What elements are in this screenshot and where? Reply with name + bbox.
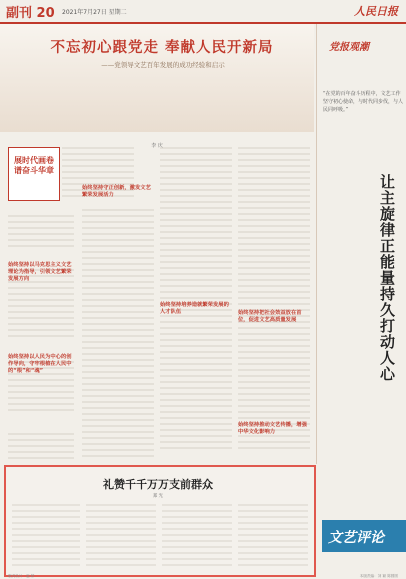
footer-right: 本版责编：刘 颖 陈圆圆 [359, 574, 398, 578]
column-logo-box [322, 520, 406, 552]
masthead [0, 0, 406, 24]
page-footer [0, 574, 406, 579]
section-heading-6: 始终坚持推动文艺传播，增强中华文化影响力 [238, 422, 307, 435]
footer-left: 版式设计：赵 婷 [8, 574, 35, 578]
column-logo: 党报观潮 [329, 42, 369, 53]
article-body-lines [10, 501, 310, 571]
section-heading-2: 始终坚持以人民为中心的创作导向，守牢根植在人民中的“根”和“魂” [8, 354, 72, 374]
byline: 李 庆 [151, 143, 163, 149]
section-heading-1: 始终坚持以马克思主义文艺理论为指导，引领文艺繁荣发展方向 [8, 262, 72, 282]
section-heading-4: 始终坚持培养造就繁荣发展的人才队伍 [160, 302, 229, 315]
paper-logo: 人民日报 [354, 5, 398, 18]
right-sidebar [316, 24, 406, 464]
hero-banner [0, 24, 314, 149]
article-title: 礼赞千千万万支前群众 [103, 478, 213, 491]
page-label: 副刊 20 [6, 6, 55, 21]
headline: 不忘初心跟党走 奉献人民开新局 [50, 40, 274, 56]
featured-article-box [4, 465, 316, 577]
subheadline: ——党领导文艺百年发展的成功经验和启示 [101, 61, 225, 69]
issue-date: 2021年7月27日 星期二 [62, 9, 127, 16]
section-heading-5: 始终坚持把社会效益放在首位，促进文艺高质量发展 [238, 310, 302, 323]
article-body-lines [0, 140, 314, 470]
sidebar-headline: 让主旋律正能量持久打动人心 [378, 174, 396, 382]
badge-text: 展时代画卷 谱奋斗华章 [14, 156, 54, 175]
sidebar-caption: “在党的百年奋斗历程中，文艺工作坚守初心使命，与时代同步伐，与人民同呼吸。” [323, 91, 404, 113]
column-logo-text: 文艺评论 [328, 530, 384, 546]
article-byline: 郑 光 [153, 494, 163, 499]
section-heading-3: 始终坚持守正创新，激发文艺繁荣发展活力 [82, 185, 151, 198]
